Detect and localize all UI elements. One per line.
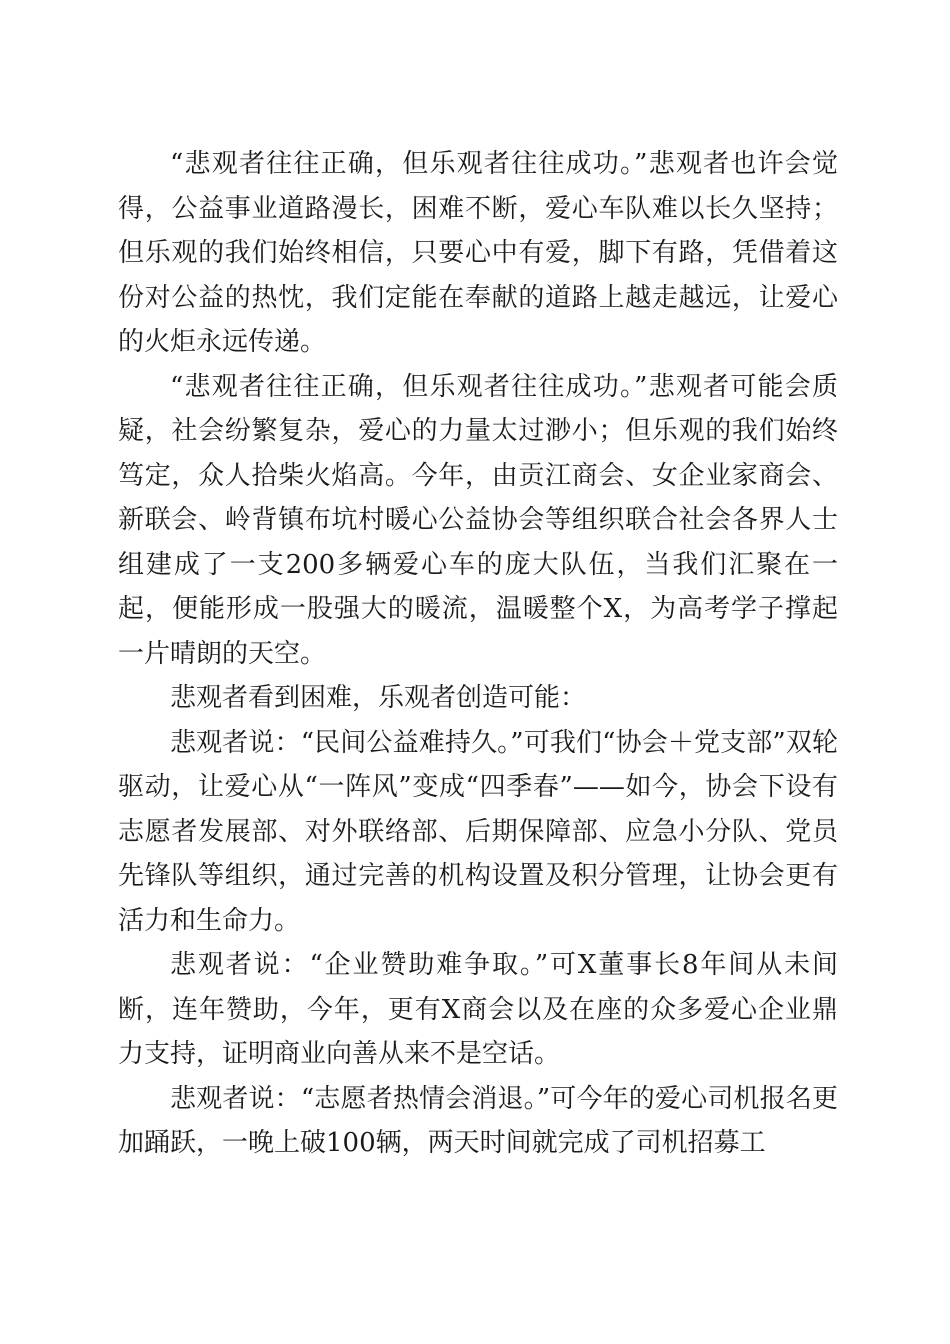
paragraph-5: 悲观者说：“企业赞助难争取。”可X董事长8年间从未间断，连年赞助，今年，更有X商会以及在座的众多爱心企业鼎力支持，证明商业向善从来不是空话。 [118,950,838,1069]
paragraph-3: 悲观者看到困难，乐观者创造可能： [170,683,587,713]
paragraph-1: “悲观者往往正确，但乐观者往往成功。”悲观者也许会觉得，公益事业道路漫长，困难不断，爱心车队难以长久坚持；但乐观的我们始终相信，只要心中有爱，脚下有路，凭借着这份对公益的热忱，我们定能在奉献的道路上越走越远，让爱心的火炬永远传递。 [118,149,838,357]
paragraph-2: “悲观者往往正确，但乐观者往往成功。”悲观者可能会质疑，社会纷繁复杂，爱心的力量太过渺小；但乐观的我们始终笃定，众人拾柴火焰高。今年，由贡江商会、女企业家商会、新联会、岭背镇布坑村暖心公益协会等组织联合社会各界人士组建成了一支200多辆爱心车的庞大队伍，当我们汇聚在一起，便能形成一股强大的暖流，温暖整个X，为高考学子撑起一片晴朗的天空。 [118,371,838,669]
document-body [118,142,838,1166]
paragraph-6: 悲观者说：“志愿者热情会消退。”可今年的爱心司机报名更加踊跃，一晚上破100辆，两天时间就完成了司机招募工 [118,1083,838,1158]
paragraph-4: 悲观者说：“民间公益难持久。”可我们“协会＋党支部”双轮驱动，让爱心从“一阵风”变成“四季春”——如今，协会下设有志愿者发展部、对外联络部、后期保障部、应急小分队、党员先锋队等组织，通过完善的机构设置及积分管理，让协会更有活力和生命力。 [118,727,838,936]
